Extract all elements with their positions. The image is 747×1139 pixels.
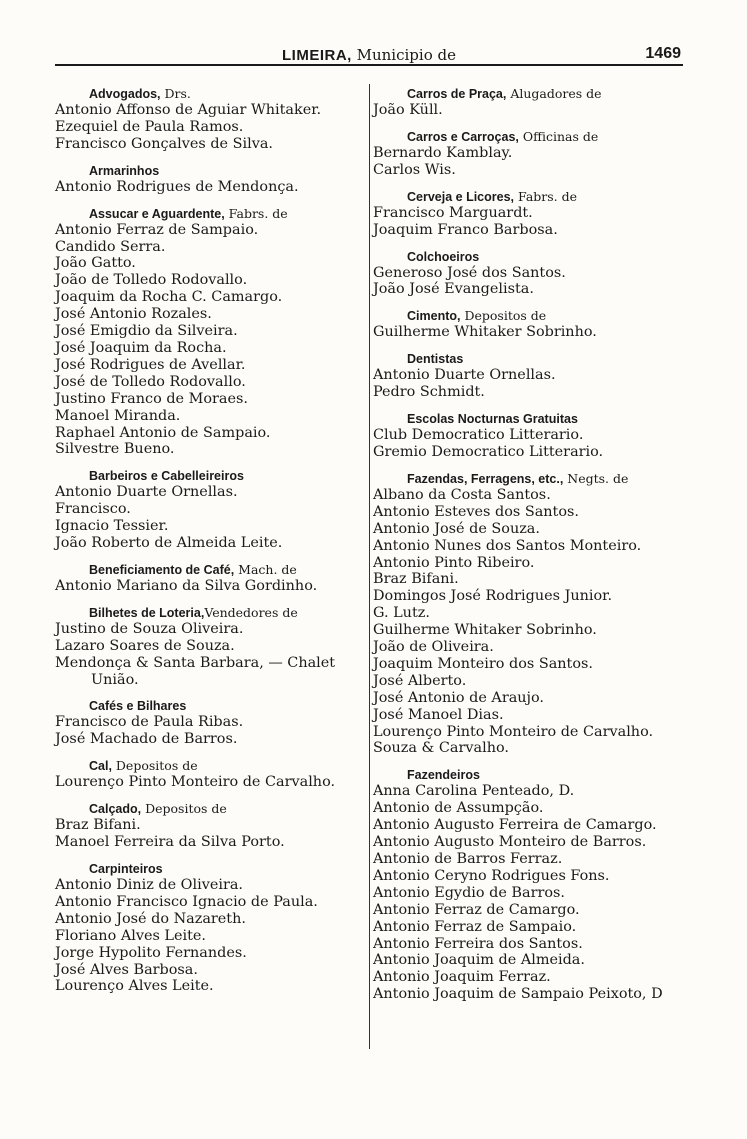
directory-entry-continuation: União. xyxy=(91,671,139,688)
directory-entry: Antonio Augusto Ferreira de Camargo. xyxy=(373,817,657,834)
section-heading-title: Cal, xyxy=(89,759,112,774)
directory-entry: João Küll. xyxy=(373,102,443,118)
directory-entry: Mendonça & Santa Barbara, — Chalet xyxy=(55,654,336,671)
section-heading-suffix: Fabrs. de xyxy=(514,188,578,204)
directory-section xyxy=(373,308,691,341)
directory-entry: Souza & Carvalho. xyxy=(373,740,509,757)
section-heading-title: Colchoeiros xyxy=(407,249,480,264)
column-divider xyxy=(369,84,370,1049)
section-heading-title: Calçado, xyxy=(89,802,142,817)
section-heading-suffix: Alugadores de xyxy=(506,86,602,101)
directory-entry: Antonio Ferraz de Camargo. xyxy=(373,901,580,918)
directory-entry: Francisco de Paula Ribas. xyxy=(55,714,244,731)
section-heading-title: Barbeiros e Cabelleireiros xyxy=(89,469,244,484)
directory-section xyxy=(373,129,691,179)
directory-entry: Joaquim da Rocha C. Camargo. xyxy=(55,289,283,306)
section-heading xyxy=(373,189,691,205)
section-heading-title: Escolas Nocturnas Gratuitas xyxy=(407,412,578,427)
directory-entry: Bernardo Kamblay. xyxy=(373,144,513,161)
directory-entry: Lourenço Alves Leite. xyxy=(55,978,214,995)
section-heading xyxy=(373,471,691,487)
section-heading-title: Carpinteiros xyxy=(89,862,163,876)
directory-entry: Antonio José do Nazareth. xyxy=(55,910,246,927)
section-heading-title: Beneficiamento de Café, xyxy=(89,562,235,577)
directory-entry: Generoso José dos Santos. xyxy=(373,264,566,281)
directory-section xyxy=(373,767,691,1003)
directory-section xyxy=(373,189,691,239)
section-heading xyxy=(55,86,367,102)
directory-entry: Antonio Joaquim Ferraz. xyxy=(373,969,551,986)
section-heading-suffix: Depositos de xyxy=(460,308,547,324)
directory-entry: Ezequiel de Paula Ramos. xyxy=(55,118,244,135)
directory-entry: Antonio de Barros Ferraz. xyxy=(373,851,563,867)
directory-entry: Albano da Costa Santos. xyxy=(373,486,551,503)
directory-entry: João José Evangelista. xyxy=(373,281,534,298)
directory-entry: Antonio Joaquim de Sampaio Peixoto, D xyxy=(373,986,663,1003)
section-heading xyxy=(373,767,691,783)
section-heading-title: Cerveja e Licores, xyxy=(407,189,515,204)
directory-entry: Francisco. xyxy=(55,501,131,518)
directory-entry: G. Lutz. xyxy=(373,605,430,622)
directory-entry: João Gatto. xyxy=(55,255,136,272)
directory-section xyxy=(373,471,691,758)
section-heading-title: Fazendas, Ferragens, etc., xyxy=(407,471,564,486)
section-heading xyxy=(55,605,367,621)
section-heading-title: Assucar e Aguardente, xyxy=(89,206,225,221)
section-heading-suffix: Drs. xyxy=(160,86,191,101)
section-heading-suffix: Mach. de xyxy=(234,561,297,577)
directory-entry: Raphael Antonio de Sampaio. xyxy=(55,424,271,441)
directory-entry: Braz Bifani. xyxy=(55,817,141,834)
directory-entry: Joaquim Monteiro dos Santos. xyxy=(373,655,593,672)
directory-entry: Justino Franco de Moraes. xyxy=(55,390,248,407)
directory-entry: Guilherme Whitaker Sobrinho. xyxy=(373,622,597,639)
directory-entry: José Machado de Barros. xyxy=(55,731,238,748)
section-heading-title: Bilhetes de Loteria, xyxy=(89,605,205,620)
directory-section xyxy=(373,86,691,119)
page-number: 1469 xyxy=(645,45,681,62)
directory-entry: Antonio Ferraz de Sampaio. xyxy=(373,918,577,935)
directory-entry: Antonio de Assumpção. xyxy=(373,800,544,817)
directory-section xyxy=(55,163,367,196)
directory-entry: Joaquim Franco Barbosa. xyxy=(373,221,558,238)
section-heading-suffix: Depositos de xyxy=(111,758,198,774)
directory-entry: José Emigdio da Silveira. xyxy=(55,323,238,340)
directory-entry: Candido Serra. xyxy=(55,238,166,255)
directory-entry: Floriano Alves Leite. xyxy=(55,927,206,944)
directory-section xyxy=(55,468,367,552)
directory-entry: Francisco Gonçalves de Silva. xyxy=(55,135,273,152)
directory-section xyxy=(55,801,367,851)
section-heading xyxy=(373,86,691,102)
directory-entry: Antonio Ceryno Rodrigues Fons. xyxy=(373,867,610,884)
directory-section xyxy=(373,411,691,461)
section-heading-suffix: Negts. de xyxy=(563,470,629,486)
directory-entry: Manoel Miranda. xyxy=(55,407,181,424)
section-heading xyxy=(55,468,367,484)
directory-entry: Lourenço Pinto Monteiro de Carvalho. xyxy=(373,723,654,740)
directory-entry: Antonio Francisco Ignacio de Paula. xyxy=(55,893,318,910)
directory-entry: Domingos José Rodrigues Junior. xyxy=(373,588,613,605)
directory-entry: José Alberto. xyxy=(373,672,467,689)
directory-entry: José Joaquim da Rocha. xyxy=(55,339,227,356)
directory-entry: José de Tolledo Rodovallo. xyxy=(55,373,246,390)
section-heading xyxy=(373,249,691,265)
directory-entry: Antonio Joaquim de Almeida. xyxy=(373,952,585,969)
directory-section xyxy=(55,562,367,595)
section-heading-title: Armarinhos xyxy=(89,163,160,178)
section-heading-title: Advogados, xyxy=(89,87,161,101)
section-heading xyxy=(373,411,691,427)
section-heading xyxy=(373,129,691,145)
section-heading xyxy=(55,163,367,179)
directory-entry: Francisco Marguardt. xyxy=(373,204,533,221)
section-heading xyxy=(373,351,691,367)
directory-entry: Braz Bifani. xyxy=(373,571,459,588)
directory-entry: Justino de Souza Oliveira. xyxy=(55,620,244,637)
directory-entry: Antonio Augusto Monteiro de Barros. xyxy=(373,834,647,851)
directory-entry: Antonio Mariano da Silva Gordinho. xyxy=(55,577,318,594)
section-heading xyxy=(55,698,367,714)
section-heading-title: Dentistas xyxy=(407,352,464,367)
section-heading-suffix: Officinas de xyxy=(518,128,599,144)
directory-entry: Pedro Schmidt. xyxy=(373,384,485,401)
directory-entry: Antonio Ferreira dos Santos. xyxy=(373,935,583,952)
directory-entry: Antonio Duarte Ornellas. xyxy=(55,484,238,501)
section-heading xyxy=(55,801,367,817)
directory-entry: Antonio Pinto Ribeiro. xyxy=(373,554,535,571)
directory-entry: Anna Carolina Penteado, D. xyxy=(373,783,575,800)
directory-entry: Antonio Diniz de Oliveira. xyxy=(55,877,243,893)
directory-section xyxy=(373,249,691,299)
municipality-name: LIMEIRA, xyxy=(282,47,352,64)
directory-entry: João de Oliveira. xyxy=(373,639,494,656)
directory-section xyxy=(55,698,367,748)
directory-entry: José Manoel Dias. xyxy=(373,706,504,723)
directory-entry: Antonio Rodrigues de Mendonça. xyxy=(55,178,299,195)
directory-section xyxy=(55,605,367,689)
directory-entry: Lazaro Soares de Souza. xyxy=(55,637,235,654)
directory-entry: Club Democratico Litterario. xyxy=(373,427,584,444)
directory-entry: Antonio Nunes dos Santos Monteiro. xyxy=(373,537,642,554)
section-heading-suffix: Vendedores de xyxy=(204,604,298,620)
directory-entry: José Rodrigues de Avellar. xyxy=(55,356,246,373)
directory-entry: Gremio Democratico Litterario. xyxy=(373,443,604,460)
directory-entry: Jorge Hypolito Fernandes. xyxy=(55,944,247,961)
section-heading xyxy=(55,861,367,877)
directory-section xyxy=(55,86,367,153)
directory-entry: Antonio Egydio de Barros. xyxy=(373,884,565,901)
section-heading-title: Cimento, xyxy=(407,309,461,324)
section-heading xyxy=(55,562,367,578)
directory-entry: Ignacio Tessier. xyxy=(55,518,169,535)
section-heading-suffix: Depositos de xyxy=(141,801,227,817)
directory-entry: João Roberto de Almeida Leite. xyxy=(55,535,283,552)
directory-entry: Antonio Esteves dos Santos. xyxy=(373,503,579,520)
directory-section xyxy=(55,206,367,459)
section-heading-suffix: Fabrs. de xyxy=(224,205,288,221)
section-heading xyxy=(55,758,367,774)
section-heading-title: Cafés e Bilhares xyxy=(89,699,187,714)
directory-entry: Antonio José de Souza. xyxy=(373,520,540,537)
section-heading xyxy=(55,206,367,222)
directory-entry: Silvestre Bueno. xyxy=(55,441,175,458)
section-heading-title: Carros e Carroças, xyxy=(407,129,519,144)
section-heading xyxy=(373,308,691,324)
right-column xyxy=(373,86,691,1013)
left-column xyxy=(55,86,367,1005)
directory-section xyxy=(373,351,691,401)
directory-entry: Antonio Affonso de Aguiar Whitaker. xyxy=(55,102,322,118)
directory-entry: José Antonio Rozales. xyxy=(55,306,212,323)
directory-entry: João de Tolledo Rodovallo. xyxy=(55,272,248,289)
directory-entry: Lourenço Pinto Monteiro de Carvalho. xyxy=(55,774,336,791)
directory-entry: Manoel Ferreira da Silva Porto. xyxy=(55,834,285,851)
directory-section xyxy=(55,758,367,791)
directory-entry: Guilherme Whitaker Sobrinho. xyxy=(373,324,597,341)
section-heading-title: Carros de Praça, xyxy=(407,87,507,101)
directory-entry: José Alves Barbosa. xyxy=(55,961,198,978)
directory-entry: Antonio Duarte Ornellas. xyxy=(373,367,556,384)
page-title xyxy=(55,46,683,64)
page-header xyxy=(55,42,683,66)
title-suffix: Municipio de xyxy=(351,46,456,64)
directory-entry: Carlos Wis. xyxy=(373,161,456,178)
directory-section xyxy=(55,861,367,995)
directory-entry: José Antonio de Araujo. xyxy=(373,689,544,706)
section-heading-title: Fazendeiros xyxy=(407,768,480,783)
directory-entry: Antonio Ferraz de Sampaio. xyxy=(55,221,259,238)
